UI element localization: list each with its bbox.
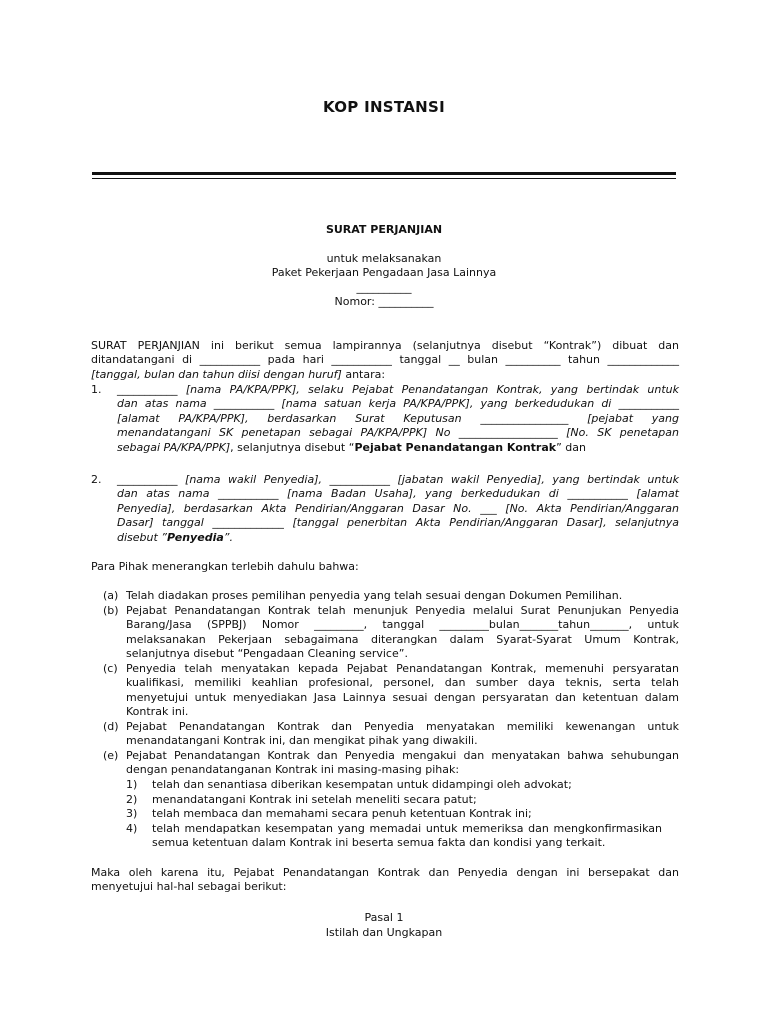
document-blank-line: __________ (356, 281, 412, 294)
clause-c-label: (c) (103, 662, 118, 675)
clause-a-text (126, 589, 679, 603)
article-number: Pasal 1 (364, 911, 404, 924)
clause-e-label: (e) (103, 749, 119, 762)
intro-line-1: SURAT PERJANJIAN ini berikut semua lampirannya (selanjutnya disebut “Kontrak”) dibuat dan (91, 339, 679, 352)
document-subtitle-1: untuk melaksanakan (326, 252, 442, 265)
subitem-2-text (152, 793, 679, 807)
party-1-last-line: sebagai PA/KPA/PPK], selanjutnya disebut “Pejabat Penandatangan Kontrak” dan (117, 440, 586, 454)
clause-e-line: dengan penandatanganan Kontrak ini masing-masing pihak: (126, 763, 460, 777)
article-title: Istilah dan Ungkapan (325, 926, 443, 939)
clause-d-line: menandatangani Kontrak ini, dan mengikat pihak yang diwakili. (126, 734, 478, 748)
clause-d-text (126, 720, 679, 749)
party-2-line: ___________ [nama wakil Penyedia], ___________ [jabatan wakil Penyedia], yang bertindak untuk (117, 473, 679, 486)
clause-b-line: melaksanakan Pekerjaan sebagaimana diterangkan dalam Syarat-Syarat Umum Kontrak, (126, 632, 679, 646)
party-1-line: dan atas nama ___________ [nama satuan kerja PA/KPA/PPK], yang berkedudukan di ___________ (117, 397, 679, 411)
clause-d-label: (d) (103, 720, 119, 733)
clause-b-line: selanjutnya disebut “Pengadaan Cleaning service”. (126, 647, 408, 661)
subitem-line: telah membaca dan memahami secara penuh ketentuan Kontrak ini; (152, 807, 532, 820)
intro-line-3: [tanggal, bulan dan tahun diisi dengan huruf] antara: (91, 367, 386, 381)
party-1-line: ___________ [nama PA/KPA/PPK], selaku Pejabat Penandatangan Kontrak, yang bertindak untuk (117, 383, 679, 396)
clause-c-line: Kontrak ini. (126, 705, 189, 719)
subitem-line: telah dan senantiasa diberikan kesempatan untuk didampingi oleh advokat; (152, 778, 572, 791)
intro-line-2: ditandatangani di ___________ pada hari ___________ tanggal __ bulan __________ tahun _____________ (91, 353, 679, 367)
document-title: SURAT PERJANJIAN (325, 223, 443, 236)
para-pihak-intro: Para Pihak menerangkan terlebih dahulu bahwa: (91, 560, 359, 573)
party-1-text (117, 383, 679, 455)
party-2-line: Dasar] tanggal _____________ [tanggal penerbitan Akta Pendirian/Anggaran Dasar], selanjutnya (117, 516, 679, 530)
subitem-1-number: 1) (126, 778, 138, 791)
clause-c-line: menyetujui untuk menyediakan Jasa Lainnya sesuai dengan persyaratan dan ketentuan dalam (126, 690, 679, 704)
subitem-4-text (152, 822, 662, 851)
document-subtitle-2: Paket Pekerjaan Pengadaan Jasa Lainnya (271, 266, 497, 279)
party-2-text (117, 473, 679, 545)
closing-paragraph (91, 866, 679, 895)
clause-a-line: Telah diadakan proses pemilihan penyedia yang telah sesuai dengan Dokumen Pemilihan. (126, 589, 623, 602)
clause-b-line: Pejabat Penandatangan Kontrak telah menunjuk Penyedia melalui Surat Penunjukan Penyedia (126, 604, 679, 617)
subitem-line: menandatangani Kontrak ini setelah meneliti secara patut; (152, 793, 477, 806)
closing-line-2: menyetujui hal-hal sebagai berikut: (91, 880, 287, 894)
letterhead-rule-thick (92, 172, 676, 175)
clause-b-line: Barang/Jasa (SPPBJ) Nomor _________, tanggal _________bulan_______tahun_______, untuk (126, 618, 679, 632)
clause-a-label: (a) (103, 589, 119, 602)
party-2-number: 2. (91, 473, 102, 486)
clause-e-text (126, 749, 679, 778)
subitem-line: semua ketentuan dalam Kontrak ini beserta semua fakta dan kondisi yang terkait. (152, 836, 606, 850)
document-number: Nomor: __________ (334, 295, 434, 308)
letterhead-title: KOP INSTANSI (322, 98, 446, 116)
clause-e-line: Pejabat Penandatangan Kontrak dan Penyedia mengakui dan menyatakan bahwa sehubungan (126, 749, 679, 762)
closing-line-1: Maka oleh karena itu, Pejabat Penandatangan Kontrak dan Penyedia dengan ini bersepakat dan (91, 866, 679, 879)
party-2-line: Penyedia], berdasarkan Akta Pendirian/Anggaran Dasar No. ___ [No. Akta Pendirian/Anggaran (117, 501, 679, 515)
clause-d-line: Pejabat Penandatangan Kontrak dan Penyedia menyatakan memiliki kewenangan untuk (126, 720, 679, 733)
subitem-2-number: 2) (126, 793, 138, 806)
party-2-last-line: disebut ”Penyedia”. (117, 530, 233, 544)
clause-b-label: (b) (103, 604, 119, 617)
clause-c-line: kualifikasi, memiliki keahlian profesional, personel, dan sumber daya teknis, serta telah (126, 676, 679, 690)
clause-c-line: Penyedia telah menyatakan kepada Pejabat Penandatangan Kontrak, memenuhi persyaratan (126, 662, 679, 675)
party-1-line: menandatangani SK penetapan sebagai PA/KPA/PPK] No __________________ [No. SK penetapan (117, 426, 679, 440)
intro-paragraph (91, 339, 679, 382)
subitem-line: telah mendapatkan kesempatan yang memadai untuk memeriksa dan mengkonfirmasikan (152, 822, 662, 835)
clause-b-text (126, 604, 679, 662)
clause-c-text (126, 662, 679, 720)
party-2-line: dan atas nama ___________ [nama Badan Usaha], yang berkedudukan di ___________ [alamat (117, 487, 679, 501)
party-1-number: 1. (91, 383, 102, 396)
subitem-4-number: 4) (126, 822, 138, 835)
subitem-3-text (152, 807, 679, 821)
subitem-3-number: 3) (126, 807, 138, 820)
letterhead-rule-thin (92, 178, 676, 179)
party-1-line: [alamat PA/KPA/PPK], berdasarkan Surat Keputusan ________________ [pejabat yang (117, 411, 679, 425)
subitem-1-text (152, 778, 679, 792)
